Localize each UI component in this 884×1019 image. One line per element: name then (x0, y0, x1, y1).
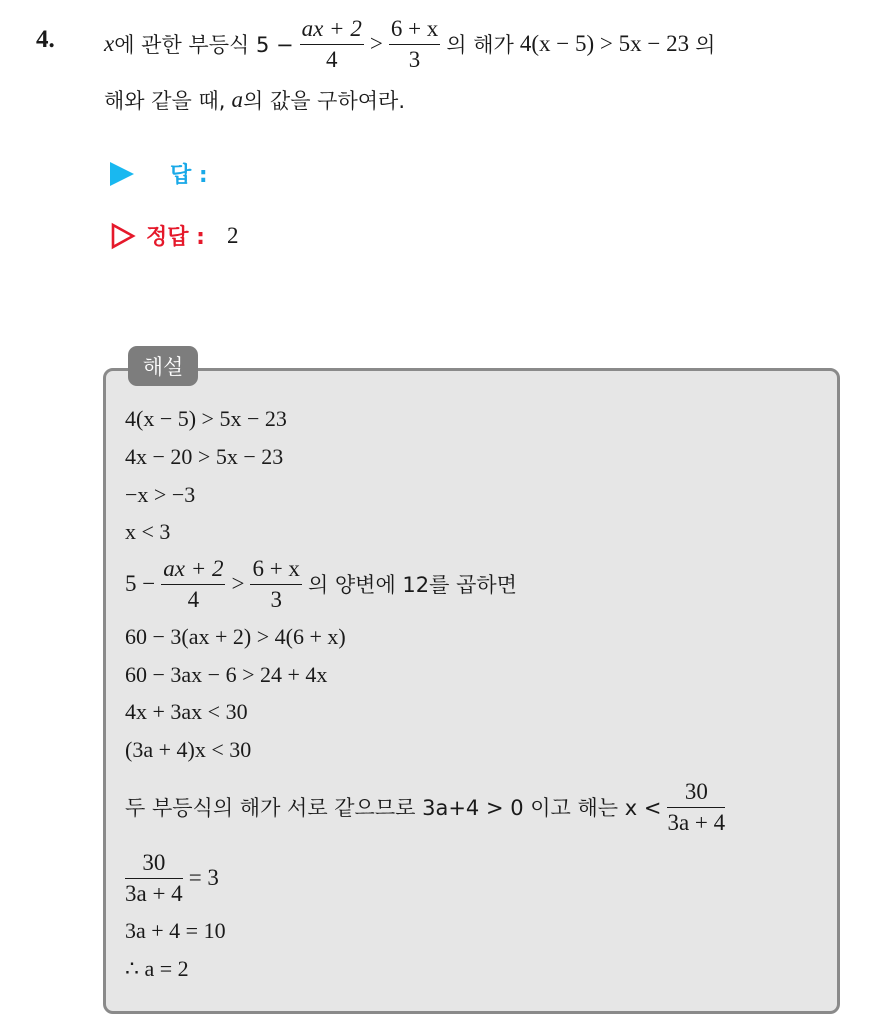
solution-step-8: 4x + 3ax < 30 (125, 699, 248, 724)
fraction-denominator: 3a + 4 (125, 880, 183, 906)
inequality-2: 4(x − 5) > 5x − 23 (519, 31, 690, 56)
solution-step-10 (125, 774, 731, 840)
fraction-numerator: 30 (684, 778, 708, 804)
problem-text-1: 에 관한 부등식 5 − (114, 33, 294, 57)
fraction-numerator: 30 (142, 849, 166, 875)
problem-line-2 (104, 80, 405, 120)
step5-text: 의 양변에 12를 곱하면 (307, 573, 517, 597)
fraction-6-plus-x-over-3 (389, 16, 440, 73)
correct-answer-value: 2 (226, 222, 239, 248)
problem-text-5: 의 값을 구하여라. (242, 89, 405, 113)
problem-text-2: 의 해가 (446, 33, 514, 57)
correct-answer-row (110, 220, 238, 251)
answer-row (110, 158, 208, 189)
solution-step-7: 60 − 3ax − 6 > 24 + 4x (125, 662, 328, 687)
solution-step-11 (125, 845, 219, 911)
step5-prefix: 5 − (125, 571, 156, 596)
greater-than: > (231, 571, 245, 596)
outline-triangle-icon (110, 222, 136, 250)
greater-than: > (369, 31, 383, 56)
answer-label: 답 : (170, 163, 208, 188)
solution-step-9: (3a + 4)x < 30 (125, 737, 252, 762)
fraction-ax-plus-2-over-4 (161, 556, 225, 613)
fraction-denominator: 3 (270, 586, 282, 612)
step11-rhs: = 3 (188, 865, 219, 890)
fraction-numerator: ax + 2 (301, 15, 362, 41)
problem-text-3: 의 (695, 33, 716, 57)
problem-number: 4. (36, 26, 55, 53)
fraction-30-over-3a-plus-4 (125, 850, 183, 907)
play-triangle-icon (110, 162, 134, 186)
fraction-6-plus-x-over-3 (250, 556, 301, 613)
solution-step-6: 60 − 3(ax + 2) > 4(6 + x) (125, 624, 346, 649)
solution-step-3: −x > −3 (125, 482, 196, 507)
fraction-denominator: 4 (325, 46, 338, 72)
step10-text: 두 부등식의 해가 서로 같으므로 3a+4 > 0 이고 해는 x < (125, 796, 662, 820)
solution-step-12: 3a + 4 = 10 (125, 918, 226, 943)
fraction-numerator: 6 + x (390, 15, 439, 41)
problem-text-4: 해와 같을 때, (104, 89, 226, 113)
fraction-numerator: 6 + x (252, 555, 300, 581)
fraction-denominator: 3 (408, 46, 421, 72)
problem-line-1 (104, 16, 715, 72)
var-x: x (104, 31, 115, 56)
solution-step-2: 4x − 20 > 5x − 23 (125, 444, 284, 469)
fraction-30-over-3a-plus-4 (667, 779, 725, 836)
correct-answer-label: 정답 : (146, 225, 205, 250)
solution-step-1: 4(x − 5) > 5x − 23 (125, 406, 287, 431)
solution-tag: 해설 (128, 346, 198, 386)
solution-step-13: ∴ a = 2 (125, 956, 189, 981)
fraction-ax-plus-2-over-4 (300, 16, 364, 73)
var-a: a (231, 87, 243, 112)
fraction-numerator: ax + 2 (163, 555, 224, 581)
fraction-denominator: 4 (187, 586, 200, 612)
solution-step-5 (125, 552, 517, 616)
fraction-denominator: 3a + 4 (667, 809, 726, 835)
solution-step-4: x < 3 (125, 519, 171, 544)
